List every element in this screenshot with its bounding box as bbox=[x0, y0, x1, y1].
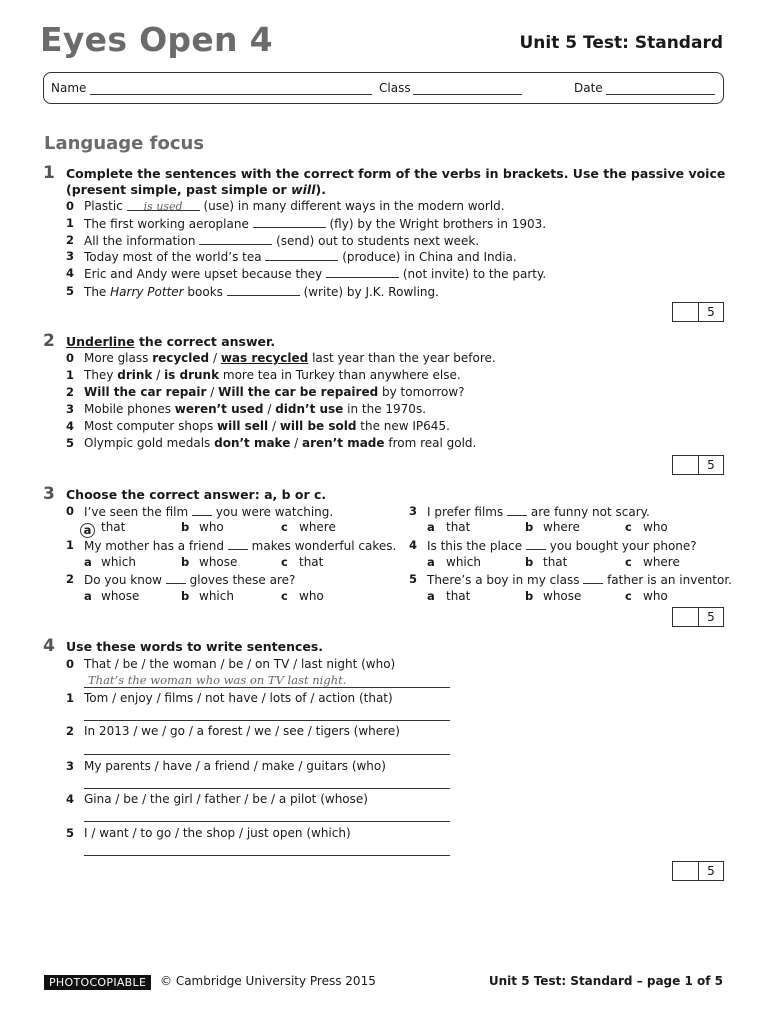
list-item bbox=[84, 402, 426, 416]
option-letter[interactable]: b bbox=[525, 555, 534, 569]
item-text: They bbox=[84, 368, 118, 382]
option-b[interactable]: aren’t made bbox=[302, 436, 385, 450]
answer-blank[interactable] bbox=[199, 233, 272, 245]
option-separator: / bbox=[263, 402, 276, 416]
option-text: that bbox=[299, 555, 324, 569]
page-indicator: Unit 5 Test: Standard – page 1 of 5 bbox=[488, 974, 723, 988]
list-item bbox=[84, 436, 476, 450]
list-item bbox=[427, 504, 650, 519]
list-item bbox=[84, 504, 333, 519]
item-text: There’s a boy in my class bbox=[427, 573, 584, 587]
option-b[interactable]: is drunk bbox=[164, 368, 220, 382]
answer-blank[interactable] bbox=[326, 266, 399, 278]
option-b[interactable]: will be sold bbox=[279, 419, 357, 433]
item-text: Plastic bbox=[84, 199, 127, 213]
answer-line[interactable] bbox=[84, 687, 450, 688]
answer-blank[interactable] bbox=[227, 284, 300, 296]
option-a[interactable]: drink bbox=[117, 368, 153, 382]
item-text: the new IP645. bbox=[356, 419, 450, 433]
option-separator: / bbox=[152, 368, 165, 382]
option-text: which bbox=[446, 555, 481, 569]
item-number: 1 bbox=[66, 691, 75, 705]
answer-line[interactable] bbox=[84, 821, 450, 822]
item-text: you bought your phone? bbox=[545, 539, 697, 553]
answer-line[interactable] bbox=[84, 788, 450, 789]
copyright-notice: © Cambridge University Press 2015 bbox=[160, 974, 376, 988]
option-separator: / bbox=[206, 385, 219, 399]
item-number: 4 bbox=[66, 419, 75, 433]
answer-blank bbox=[166, 572, 186, 584]
item-number: 3 bbox=[66, 249, 75, 263]
option-b[interactable]: Will the car be repaired bbox=[218, 385, 379, 399]
option-text: which bbox=[199, 589, 234, 603]
option-letter[interactable]: a bbox=[427, 520, 435, 534]
item-number: 0 bbox=[66, 657, 75, 671]
item-text: Do you know bbox=[84, 573, 166, 587]
option-letter[interactable]: c bbox=[625, 589, 632, 603]
option-letter: a bbox=[80, 523, 95, 538]
list-item bbox=[84, 351, 496, 365]
list-item bbox=[84, 385, 465, 399]
item-text: More glass bbox=[84, 351, 153, 365]
item-number: 2 bbox=[66, 572, 75, 586]
list-item bbox=[427, 572, 732, 587]
option-text: whose bbox=[543, 589, 582, 603]
option-separator: / bbox=[290, 436, 303, 450]
answer-blank bbox=[507, 504, 527, 516]
instructions-italic: will bbox=[291, 182, 316, 197]
item-number: 2 bbox=[66, 233, 75, 247]
option-text: where bbox=[299, 520, 336, 534]
answer-line[interactable] bbox=[84, 855, 450, 856]
option-b-underlined[interactable]: was recycled bbox=[220, 351, 309, 365]
answer-blank bbox=[192, 504, 212, 516]
item-text: Eric and Andy were upset because they bbox=[84, 267, 327, 281]
option-letter[interactable]: c bbox=[281, 555, 288, 569]
score-box[interactable] bbox=[672, 861, 724, 881]
item-number: 3 bbox=[409, 504, 418, 518]
answer-blank[interactable] bbox=[253, 216, 326, 228]
item-number: 3 bbox=[66, 759, 75, 773]
option-letter[interactable]: a bbox=[84, 589, 92, 603]
item-text: Today most of the world’s tea bbox=[84, 250, 266, 264]
list-item bbox=[84, 284, 439, 299]
item-text: I’ve seen the film bbox=[84, 505, 192, 519]
item-text: The first working aeroplane bbox=[84, 217, 253, 231]
exercise-instructions bbox=[66, 334, 275, 350]
list-item bbox=[84, 266, 546, 281]
item-text: (use) in many different ways in the modern world. bbox=[199, 199, 505, 213]
class-field[interactable] bbox=[413, 94, 522, 95]
instructions-text: ). bbox=[315, 182, 326, 197]
option-separator: / bbox=[209, 351, 221, 365]
option-text: who bbox=[643, 520, 668, 534]
option-text: that bbox=[446, 520, 471, 534]
item-text: (produce) in China and India. bbox=[338, 250, 517, 264]
example-answer: is used bbox=[143, 200, 183, 213]
item-text: All the information bbox=[84, 234, 200, 248]
option-letter[interactable]: c bbox=[281, 520, 288, 534]
item-number: 4 bbox=[66, 792, 75, 806]
item-number: 5 bbox=[66, 284, 75, 298]
option-letter[interactable]: c bbox=[281, 589, 288, 603]
option-text: who bbox=[299, 589, 324, 603]
item-text-italic: Harry Potter bbox=[110, 285, 184, 299]
instructions-text: the correct answer. bbox=[134, 334, 276, 349]
answer-blank[interactable] bbox=[265, 249, 338, 261]
exercise-instructions: Use these words to write sentences. bbox=[66, 639, 324, 654]
option-letter[interactable]: a bbox=[427, 555, 435, 569]
item-number: 4 bbox=[409, 538, 418, 552]
item-number: 1 bbox=[66, 216, 75, 230]
instructions-text: (present simple, past simple or bbox=[66, 182, 292, 197]
sentence-prompt: Tom / enjoy / films / not have / lots of / action (that) bbox=[84, 691, 393, 705]
list-item bbox=[84, 216, 546, 231]
option-a[interactable]: don’t make bbox=[214, 436, 291, 450]
instructions-line: Complete the sentences with the correct form of the verbs in brackets. Use the passive voice bbox=[66, 166, 726, 181]
list-item bbox=[84, 233, 479, 248]
option-text: where bbox=[543, 520, 580, 534]
date-label: Date bbox=[574, 81, 603, 95]
instructions-line bbox=[66, 182, 725, 198]
option-text: where bbox=[643, 555, 680, 569]
item-text: (fly) by the Wright brothers in 1903. bbox=[325, 217, 547, 231]
photocopiable-badge: PHOTOCOPIABLE bbox=[44, 975, 151, 990]
item-text: (write) by J.K. Rowling. bbox=[299, 285, 439, 299]
option-letter[interactable]: b bbox=[525, 520, 534, 534]
option-separator: / bbox=[268, 419, 280, 433]
option-text: who bbox=[199, 520, 224, 534]
answer-blank bbox=[526, 538, 546, 550]
sentence-prompt: My parents / have / a friend / make / guitars (who) bbox=[84, 759, 386, 773]
item-text: Mobile phones bbox=[84, 402, 175, 416]
name-field[interactable] bbox=[90, 94, 372, 95]
item-text: Is this the place bbox=[427, 539, 526, 553]
item-number: 4 bbox=[66, 266, 75, 280]
sentence-prompt: In 2013 / we / go / a forest / we / see / tigers (where) bbox=[84, 724, 400, 738]
item-number: 1 bbox=[66, 368, 75, 382]
item-text: by tomorrow? bbox=[378, 385, 465, 399]
item-number: 0 bbox=[66, 199, 75, 213]
item-text: books bbox=[183, 285, 227, 299]
score-box[interactable] bbox=[672, 455, 724, 475]
answer-line[interactable] bbox=[84, 754, 450, 755]
list-item bbox=[84, 368, 461, 382]
option-text: which bbox=[101, 555, 136, 569]
answer-line[interactable] bbox=[84, 720, 450, 721]
item-number: 5 bbox=[66, 826, 75, 840]
score-box[interactable] bbox=[672, 607, 724, 627]
option-letter[interactable]: a bbox=[84, 555, 92, 569]
item-text: from real gold. bbox=[384, 436, 477, 450]
section-title: Language focus bbox=[44, 133, 205, 154]
option-a-circled[interactable] bbox=[80, 519, 95, 538]
option-letter[interactable]: c bbox=[625, 555, 632, 569]
option-text: that bbox=[101, 520, 126, 534]
list-item bbox=[84, 419, 450, 433]
item-text: I prefer films bbox=[427, 505, 508, 519]
item-number: 0 bbox=[66, 351, 75, 365]
exercise-instructions: Choose the correct answer: a, b or c. bbox=[66, 487, 327, 502]
score-max: 5 bbox=[707, 610, 715, 624]
item-text: in the 1970s. bbox=[343, 402, 427, 416]
item-number: 2 bbox=[66, 724, 75, 738]
list-item bbox=[84, 249, 517, 264]
instructions-underlined: Underline bbox=[66, 334, 135, 349]
item-number: 5 bbox=[409, 572, 418, 586]
option-text: whose bbox=[101, 589, 140, 603]
item-number: 3 bbox=[66, 402, 75, 416]
example-answer: That’s the woman who was on TV last night. bbox=[88, 673, 347, 687]
option-a[interactable]: will sell bbox=[217, 419, 269, 433]
answer-blank[interactable] bbox=[127, 199, 200, 211]
item-text: (send) out to students next week. bbox=[272, 234, 480, 248]
item-number: 0 bbox=[66, 504, 75, 518]
list-item bbox=[84, 538, 396, 553]
exercise-number: 4 bbox=[43, 636, 55, 656]
item-text: you were watching. bbox=[212, 505, 334, 519]
option-letter[interactable]: b bbox=[181, 589, 190, 603]
list-item bbox=[84, 199, 505, 213]
item-text: My mother has a friend bbox=[84, 539, 228, 553]
list-item bbox=[84, 572, 295, 587]
answer-blank bbox=[583, 572, 603, 584]
option-letter[interactable]: a bbox=[427, 589, 435, 603]
sentence-prompt: That / be / the woman / be / on TV / last night (who) bbox=[84, 657, 396, 671]
option-text: who bbox=[643, 589, 668, 603]
item-text: last year than the year before. bbox=[308, 351, 496, 365]
item-text: more tea in Turkey than anywhere else. bbox=[219, 368, 461, 382]
score-box[interactable] bbox=[672, 302, 724, 322]
score-max: 5 bbox=[707, 864, 715, 878]
item-number: 5 bbox=[66, 436, 75, 450]
exercise-number: 2 bbox=[43, 331, 55, 351]
option-letter[interactable]: b bbox=[181, 555, 190, 569]
option-letter[interactable]: b bbox=[181, 520, 190, 534]
item-number: 1 bbox=[66, 538, 75, 552]
item-text: The bbox=[84, 285, 111, 299]
date-field[interactable] bbox=[606, 94, 715, 95]
brand-title: Eyes Open 4 bbox=[40, 20, 273, 59]
sentence-prompt: Gina / be / the girl / father / be / a pilot (whose) bbox=[84, 792, 368, 806]
option-text: that bbox=[543, 555, 568, 569]
item-text: Olympic gold medals bbox=[84, 436, 215, 450]
item-number: 2 bbox=[66, 385, 75, 399]
answer-blank bbox=[228, 538, 248, 550]
list-item bbox=[427, 538, 697, 553]
score-max: 5 bbox=[707, 458, 715, 472]
option-a[interactable]: weren’t used bbox=[174, 402, 264, 416]
item-text: makes wonderful cakes. bbox=[247, 539, 397, 553]
item-text: gloves these are? bbox=[185, 573, 296, 587]
option-a[interactable]: recycled bbox=[152, 351, 210, 365]
exercise-instructions bbox=[66, 166, 725, 198]
item-text: are funny not scary. bbox=[527, 505, 650, 519]
item-text: Most computer shops bbox=[84, 419, 218, 433]
score-max: 5 bbox=[707, 305, 715, 319]
option-b[interactable]: didn’t use bbox=[275, 402, 344, 416]
option-text: whose bbox=[199, 555, 238, 569]
class-label: Class bbox=[379, 81, 411, 95]
option-a[interactable]: Will the car repair bbox=[84, 385, 207, 399]
name-label: Name bbox=[51, 81, 87, 95]
exercise-number: 3 bbox=[43, 484, 55, 504]
test-title: Unit 5 Test: Standard bbox=[519, 33, 723, 53]
option-letter[interactable]: b bbox=[525, 589, 534, 603]
option-letter[interactable]: c bbox=[625, 520, 632, 534]
sentence-prompt: I / want / to go / the shop / just open (which) bbox=[84, 826, 351, 840]
option-text: that bbox=[446, 589, 471, 603]
exercise-number: 1 bbox=[43, 163, 55, 183]
item-text: father is an inventor. bbox=[603, 573, 732, 587]
item-text: (not invite) to the party. bbox=[399, 267, 547, 281]
